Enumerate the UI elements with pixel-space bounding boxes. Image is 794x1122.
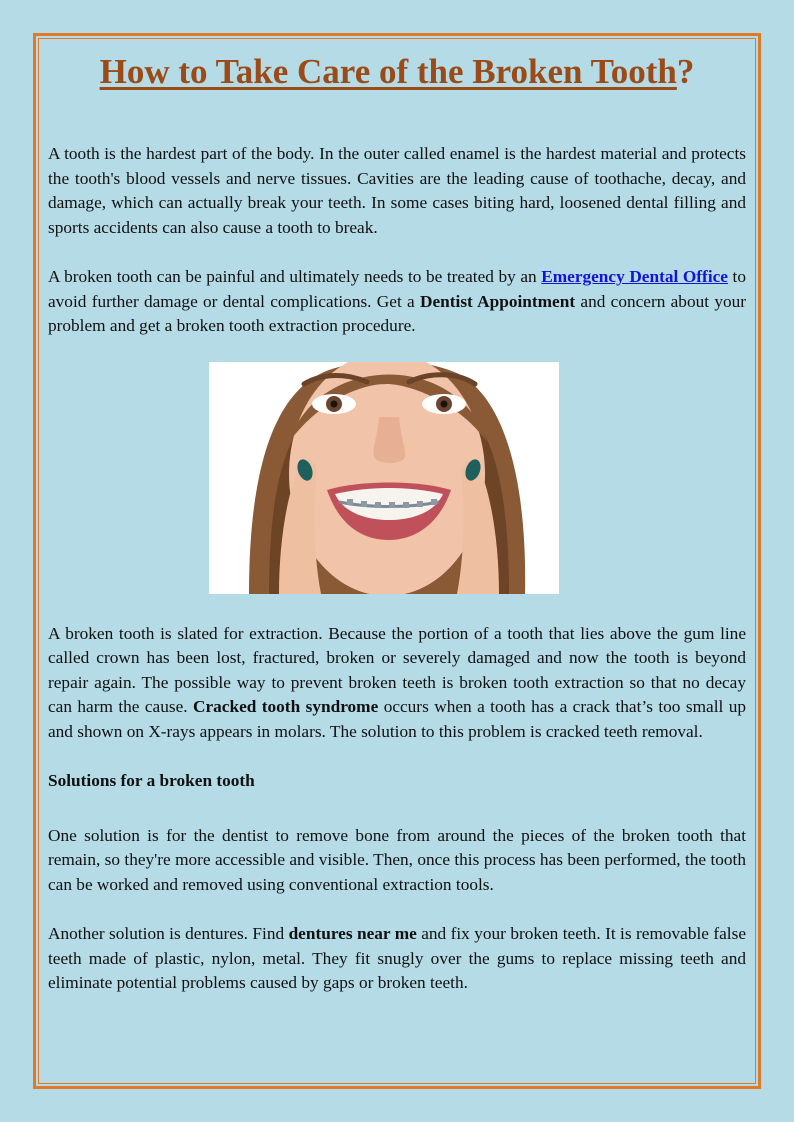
paragraph-solution-bone: One solution is for the dentist to remove bone from around the pieces of the broken tooth that remain, so they're more accessible and visible. Then, once this process has been performed, the tooth can be worked and removed using conventional extraction tools. [48,825,746,894]
paragraph-solution-dentures [48,922,746,996]
text-segment: occurs when a tooth has a crack that’s too small up and shown on X-rays appears in molars. The solution to this problem is cracked teeth removal. [48,697,746,741]
text-segment: Another solution is dentures. Find [48,924,289,943]
article [48,48,746,996]
photo-container [48,362,746,594]
text-segment: and concern about your problem and get a broken tooth extraction procedure. [48,291,746,335]
title-text: How to Take Care of the Broken Tooth [99,52,677,91]
text-segment: to avoid further damage or dental complications. Get a [48,267,746,311]
title-question-mark: ? [676,52,695,91]
cracked-tooth-syndrome-bold: Cracked tooth syndrome [193,697,379,716]
smiling-woman-braces-photo [209,362,559,594]
paragraph-intro: A tooth is the hardest part of the body. In the outer called enamel is the hardest material and protects the tooth's blood vessels and nerve tissues. Cavities are the leading cause of toothache, decay, and damage, which can actually break your teeth. In some cases biting hard, loosened dental filling and sports accidents can also cause a tooth to break. [48,144,746,237]
section-heading-solutions: Solutions for a broken tooth [48,771,255,790]
text-segment: and fix your broken teeth. It is removable false teeth made of plastic, nylon, metal. They fit snugly over the gums to replace missing teeth and eliminate potential problems caused by gaps or broken teeth. [48,924,746,992]
page-title [48,50,746,94]
paragraph-extraction [48,622,746,745]
text-segment: A broken tooth can be painful and ultimately needs to be treated by an [48,267,542,286]
photo-illustration [209,362,559,594]
emergency-dental-office-link[interactable]: Emergency Dental Office [541,267,728,286]
paragraph-broken-tooth [48,265,746,339]
text-segment: A broken tooth is slated for extraction. Because the portion of a tooth that lies above the gum line called crown has been lost, fractured, broken or severely damaged and now the tooth is beyond repair again. The possible way to prevent broken teeth is broken tooth extraction so that no decay can harm the cause. [48,623,746,716]
dentures-near-me-bold: dentures near me [288,924,417,943]
dentist-appointment-bold: Dentist Appointment [420,291,576,311]
